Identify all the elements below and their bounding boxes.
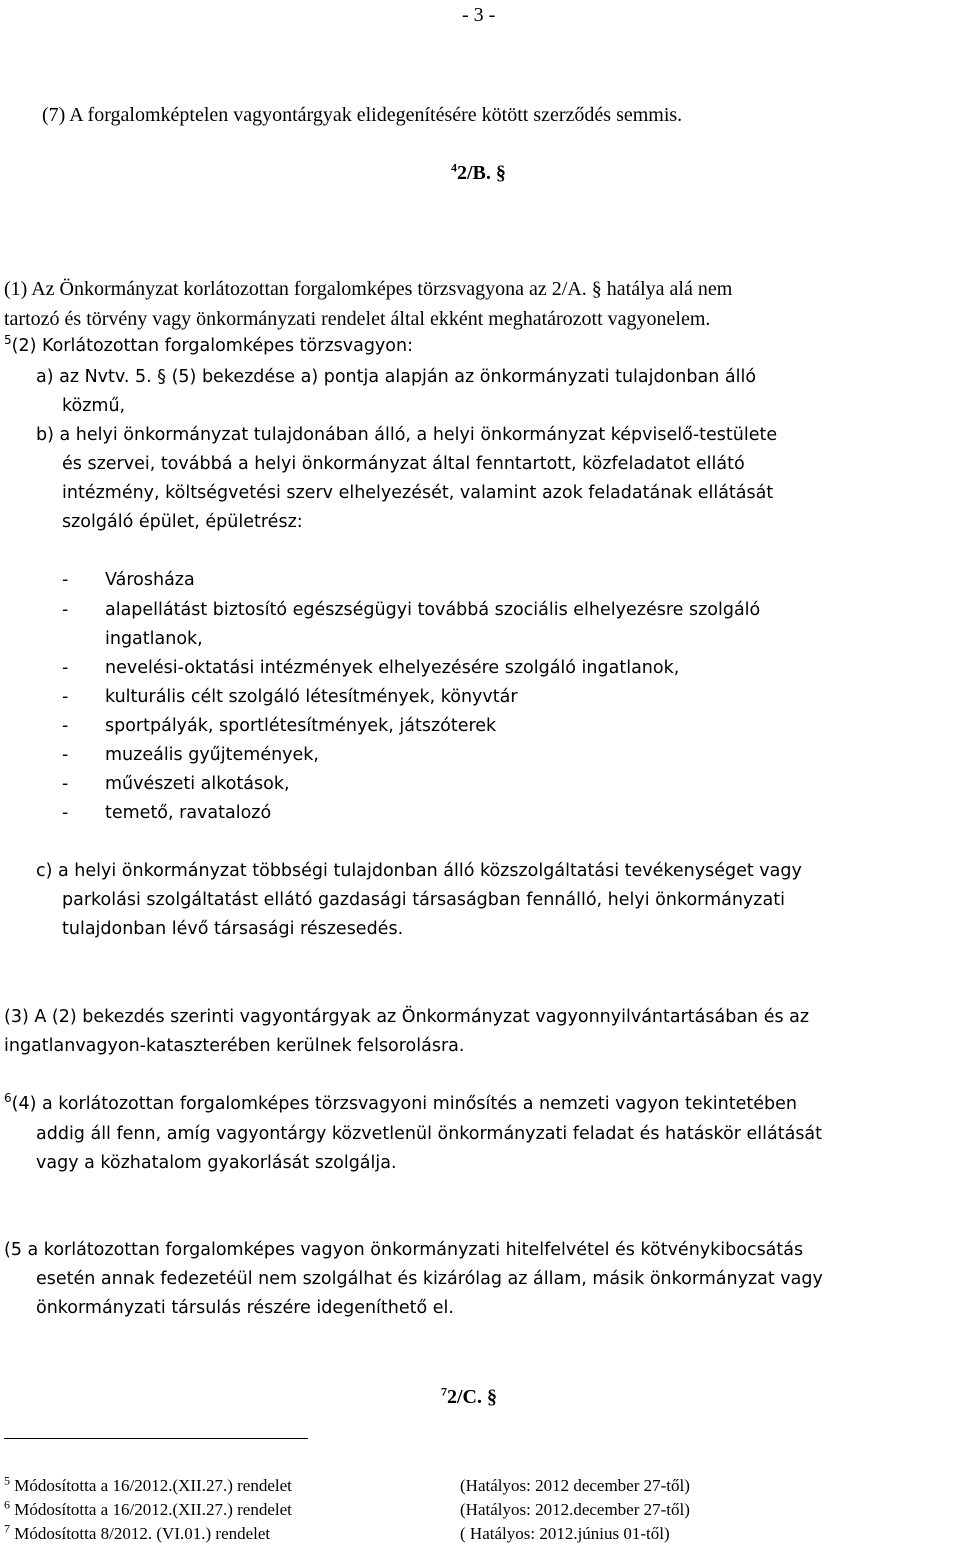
list-item: temető, ravatalozó: [105, 803, 272, 823]
page-number: - 3 -: [462, 4, 496, 26]
footnote: $^6$ Módosította a 16/2012.(XII.27.) rendelet: [4, 1497, 292, 1519]
footnote-ref: 5: [4, 333, 12, 348]
item-a-line-2: közmű,: [62, 396, 126, 416]
paragraph-1-line-2: tartozó és törvény vagy önkormányzati rendelet által ekként meghatározott vagyonelem.: [4, 308, 711, 330]
footnote-effective-date: ( Hatályos: 2012.június 01-től): [460, 1524, 670, 1543]
footnote: $^5$ Módosította a 16/2012.(XII.27.) rendelet: [4, 1473, 292, 1495]
section-heading-2c: [441, 1386, 497, 1409]
paragraph-4-line-3: vagy a közhatalom gyakorlását szolgálja.: [36, 1153, 397, 1173]
paragraph-5-line-1: (5 a korlátozottan forgalomképes vagyon önkormányzati hitelfelvétel és kötvénykibocsátás: [4, 1240, 804, 1260]
paragraph-3-line-2: ingatlanvagyon-kataszterében kerülnek felsorolásra.: [4, 1036, 465, 1056]
list-dash: -: [62, 774, 69, 794]
paragraph-2-heading: $^5$(2) Korlátozottan forgalomképes törzsvagyon:: [4, 333, 413, 356]
footnote: $^7$ Módosította 8/2012. (VI.01.) rendelet: [4, 1521, 271, 1543]
item-b-line-3: intézmény, költségvetési szerv elhelyezését, valamint azok feladatának ellátását: [62, 483, 774, 503]
list-dash: -: [62, 716, 69, 736]
paragraph-4-line-1: $^6$(4) a korlátozottan forgalomképes törzsvagyoni minősítés a nemzeti vagyon tekintetében: [4, 1091, 797, 1114]
item-b-line-4: szolgáló épület, épületrész:: [62, 512, 303, 532]
paragraph-1-line-1: (1) Az Önkormányzat korlátozottan forgalomképes törzsvagyona az 2/A. § hatálya alá nem: [4, 278, 733, 300]
list-item: alapellátást biztosító egészségügyi továbbá szociális elhelyezésre szolgáló: [105, 600, 761, 620]
list-dash: -: [62, 600, 69, 620]
paragraph-7: (7) A forgalomképtelen vagyontárgyak elidegenítésére kötött szerződés semmis.: [42, 104, 683, 126]
section-heading-2b: [451, 162, 506, 185]
list-item: sportpályák, sportlétesítmények, játszóterek: [105, 716, 497, 736]
list-item: muzeális gyűjtemények,: [105, 745, 319, 765]
item-c-line-1: c) a helyi önkormányzat többségi tulajdonban álló közszolgáltatási tevékenységet vagy: [36, 861, 802, 881]
item-c-line-2: parkolási szolgáltatást ellátó gazdasági társaságban fennálló, helyi önkormányzati: [62, 890, 785, 910]
list-dash: -: [62, 658, 69, 678]
list-item: kulturális célt szolgáló létesítmények, könyvtár: [105, 687, 518, 707]
list-item-continued: ingatlanok,: [105, 629, 203, 649]
list-dash: -: [62, 803, 69, 823]
paragraph-5-line-2: esetén annak fedezetéül nem szolgálhat és kizárólag az állam, másik önkormányzat vagy: [36, 1269, 823, 1289]
footnote-divider: [4, 1438, 308, 1439]
item-b-line-2: és szervei, továbbá a helyi önkormányzat által fenntartott, közfeladatot ellátó: [62, 454, 745, 474]
item-a-line-1: a) az Nvtv. 5. § (5) bekezdése a) pontja alapján az önkormányzati tulajdonban álló: [36, 367, 757, 387]
section-title: 2/C. §: [447, 1386, 497, 1408]
list-dash: -: [62, 570, 69, 590]
footnote-ref: 4: [451, 160, 457, 175]
list-item: művészeti alkotások,: [105, 774, 290, 794]
list-item: nevelési-oktatási intézmények elhelyezésére szolgáló ingatlanok,: [105, 658, 680, 678]
footnote-effective-date: (Hatályos: 2012.december 27-től): [460, 1500, 690, 1519]
list-dash: -: [62, 745, 69, 765]
item-c-line-3: tulajdonban lévő társasági részesedés.: [62, 919, 404, 939]
footnote-ref: 7: [441, 1384, 447, 1399]
list-item: Városháza: [105, 570, 195, 590]
section-title: 2/B. §: [457, 162, 506, 184]
paragraph-4-line-2: addig áll fenn, amíg vagyontárgy közvetlenül önkormányzati feladat és hatáskör ellátását: [36, 1124, 823, 1144]
paragraph-3-line-1: (3) A (2) bekezdés szerinti vagyontárgyak az Önkormányzat vagyonnyilvántartásában és az: [4, 1007, 810, 1027]
paragraph-5-line-3: önkormányzati társulás részére idegeníthető el.: [36, 1298, 454, 1318]
footnote-ref: 6: [4, 1091, 12, 1106]
list-dash: -: [62, 687, 69, 707]
footnote-effective-date: (Hatályos: 2012 december 27-től): [460, 1476, 690, 1495]
item-b-line-1: b) a helyi önkormányzat tulajdonában álló, a helyi önkormányzat képviselő-testülete: [36, 425, 778, 445]
